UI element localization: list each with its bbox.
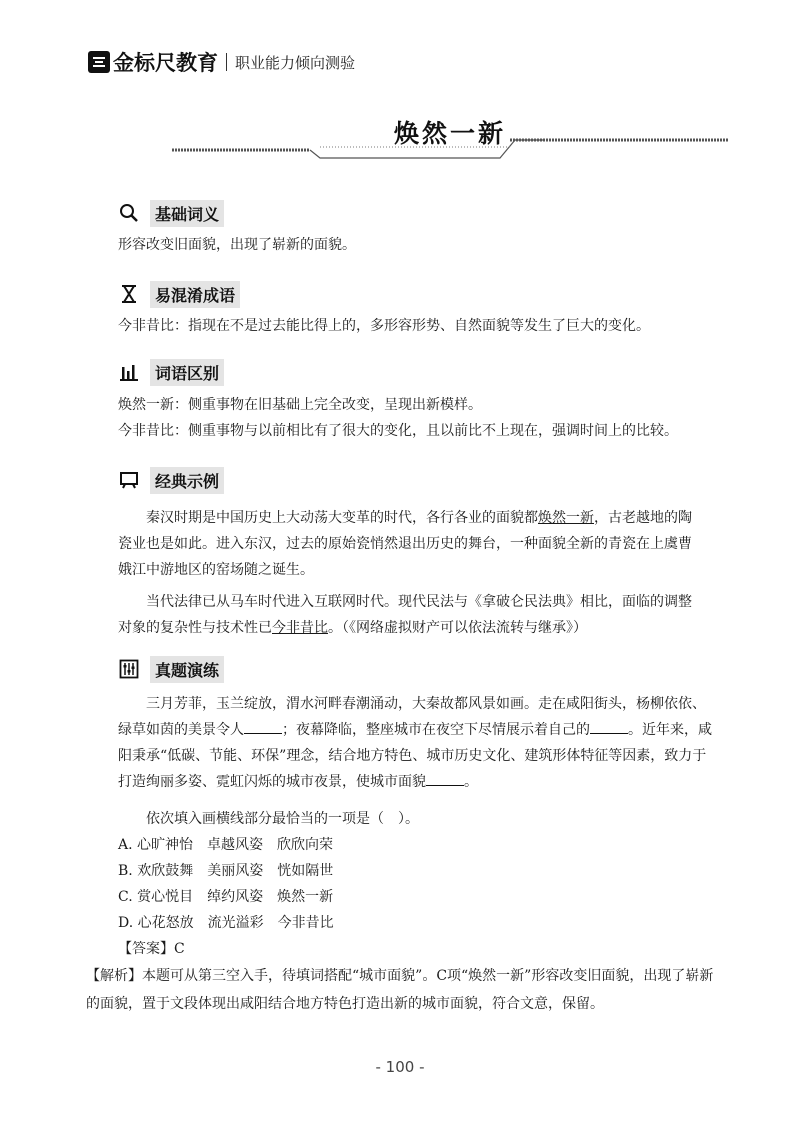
option-a: A. 心旷神怡 卓越风姿 欣欣向荣 <box>118 837 334 853</box>
header-divider <box>226 53 227 71</box>
section-label: 基础词义 <box>150 200 224 227</box>
section-confusable-idiom <box>118 281 240 307</box>
question-prompt: 依次填入画横线部分最恰当的一项是（ ）。 <box>146 811 419 827</box>
difference-line-2: 今非昔比：侧重事物与以前相比有了很大的变化，且以前比不上现在，强调时间上的比较。 <box>118 423 678 439</box>
section-practice <box>118 656 224 682</box>
fill-blank-1 <box>244 719 282 734</box>
page-number: - 100 - <box>375 1058 425 1076</box>
highlight-idiom: 今非昔比 <box>272 620 328 636</box>
option-b: B. 欢欣鼓舞 美丽风姿 恍如隔世 <box>118 863 334 879</box>
section-basic-meaning <box>118 200 224 226</box>
section-label: 词语区别 <box>150 359 224 386</box>
basic-meaning-text: 形容改变旧面貌，出现了崭新的面貌。 <box>118 237 356 253</box>
option-c: C. 赏心悦目 绰约风姿 焕然一新 <box>118 889 334 905</box>
answer-line: 【答案】C <box>118 941 185 957</box>
difference-line-1: 焕然一新：侧重事物在旧基础上完全改变，呈现出新模样。 <box>118 397 482 413</box>
bar-chart-icon <box>118 361 140 383</box>
example-paragraph-1: 秦汉时期是中国历史上大动荡大变革的时代，各行各业的面貌都焕然一新，古老越地的陶瓷业也是如此。进入东汉，过去的原始瓷悄然退出历史的舞台，一种面貌全新的青瓷在上虞曹娥江中游地区的窑场随之诞生。 <box>118 510 692 578</box>
brand-logo-icon <box>88 51 110 73</box>
page-header <box>88 47 355 77</box>
title-banner <box>170 110 730 170</box>
question-stem: 三月芳菲，玉兰绽放，渭水河畔春潮涌动，大秦故都风景如画。走在咸阳街头，杨柳依依、绿草如茵的美景令人 ；夜幕降临，整座城市在夜空下尽情展示着自己的 。近年来，咸阳秉承“低碳、节能、环保”理念，结合地方特色、城市历史文化、建筑形体特征等因素，致力于打造绚丽多姿、霓虹闪烁的城市夜景，使城市面貌 。 <box>118 696 712 790</box>
example-paragraph-2: 当代法律已从马车时代进入互联网时代。现代民法与《拿破仑民法典》相比，面临的调整对象的复杂性与技术性已今非昔比。（《网络虚拟财产可以依法流转与继承》） <box>118 594 692 636</box>
analysis-paragraph: 【解析】本题可从第三空入手，待填词搭配“城市面貌”。C项“焕然一新”形容改变旧面貌，出现了崭新的面貌，置于文段体现出咸阳结合地方特色打造出新的城市面貌，符合文意，保留。 <box>86 968 714 1012</box>
section-word-difference <box>118 359 224 385</box>
page-title: 焕然一新 <box>393 119 506 148</box>
fill-blank-3 <box>426 771 464 786</box>
section-label: 经典示例 <box>150 467 224 494</box>
monitor-icon <box>118 469 140 491</box>
fill-blank-2 <box>590 719 628 734</box>
header-subtitle: 职业能力倾向测验 <box>235 53 356 72</box>
brand-name: 金标尺教育 <box>113 51 218 75</box>
hourglass-icon <box>118 283 140 305</box>
section-classic-example <box>118 467 224 493</box>
magnifier-icon <box>118 202 140 224</box>
confusable-idiom-text: 今非昔比：指现在不是过去能比得上的，多形容形势、自然面貌等发生了巨大的变化。 <box>118 318 650 334</box>
highlight-idiom: 焕然一新 <box>538 510 594 526</box>
section-label: 易混淆成语 <box>150 281 240 308</box>
section-label: 真题演练 <box>150 656 224 683</box>
sliders-icon <box>118 658 140 680</box>
option-d: D. 心花怒放 流光溢彩 今非昔比 <box>118 915 334 931</box>
